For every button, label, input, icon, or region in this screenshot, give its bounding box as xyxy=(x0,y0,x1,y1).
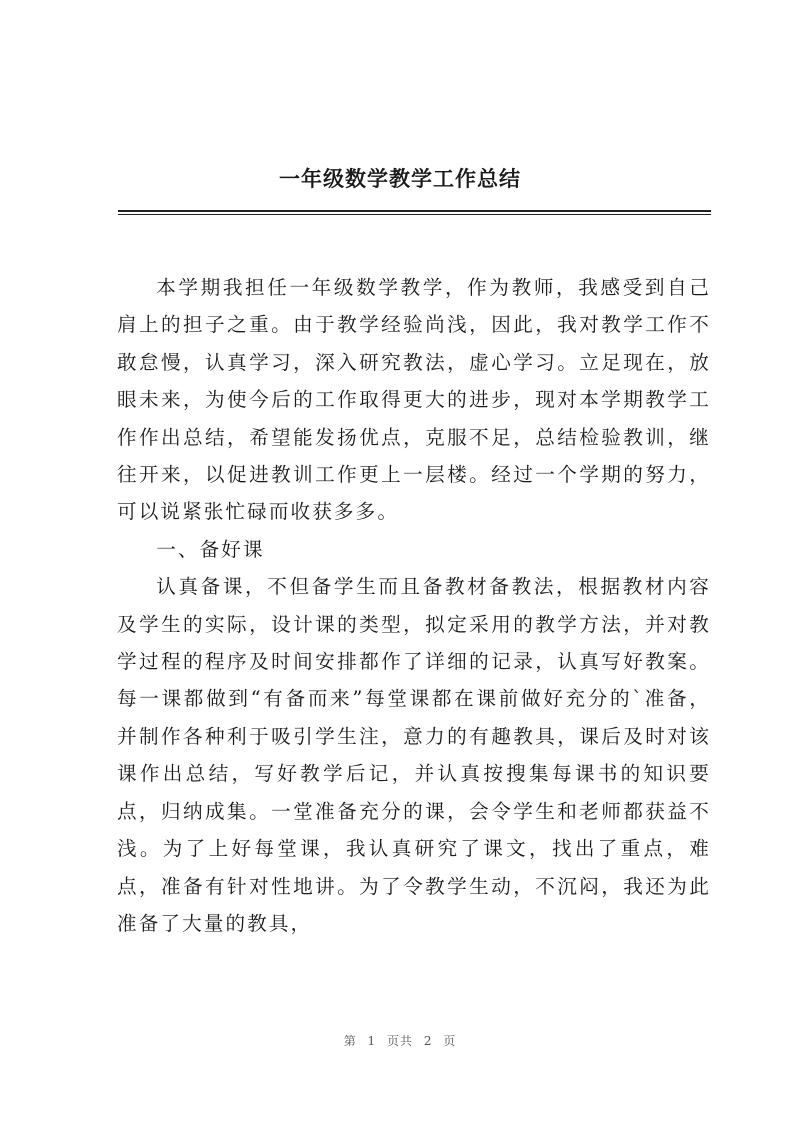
paragraph-lesson-prep: 认真备课，不但备学生而且备教材备教法，根据教材内容及学生的实际，设计课的类型，拟定采用的教学方法，并对教学过程的程序及时间安排都作了详细的记录，认真写好教案。每一课都做到“有备而来”每堂课都在课前做好充分的`准备，并制作各种利于吸引学生注，意力的有趣教具，课后及时对该课作出总结，写好教学后记，并认真按搜集每课书的知识要点，归纳成集。一堂准备充分的课，会令学生和老师都获益不浅。为了上好每堂课，我认真研究了课文，找出了重点，难点，准备有针对性地讲。为了令教学生动，不沉闷，我还为此准备了大量的教具， xyxy=(117,575,711,935)
title-divider xyxy=(118,210,711,215)
page-title: 一年级数学教学工作总结 xyxy=(279,166,521,191)
section-heading: 一、备好课 xyxy=(156,537,265,561)
document-body xyxy=(117,269,711,942)
page-footer: 第 1 页共 2 页 xyxy=(343,1034,457,1048)
paragraph-intro: 本学期我担任一年级数学教学，作为教师，我感受到自己肩上的担子之重。由于教学经验尚浅，因此，我对教学工作不敢怠慢，认真学习，深入研究教法，虚心学习。立足现在，放眼未来，为使今后的工作取得更大的进步，现对本学期教学工作作出总结，希望能发扬优点，克服不足，总结检验教训，继往开来，以促进教训工作更上一层楼。经过一个学期的努力，可以说紧张忙碌而收获多多。 xyxy=(117,276,711,524)
